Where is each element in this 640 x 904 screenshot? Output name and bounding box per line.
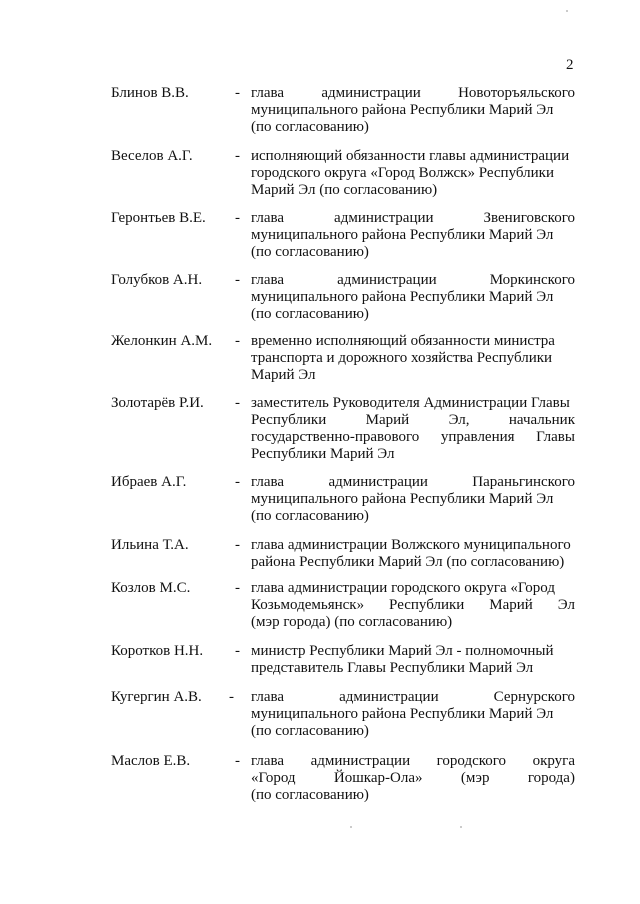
- position-line: [251, 85, 575, 102]
- member-name: Желонкин А.М.: [111, 333, 213, 349]
- position-line: глава администрации городского округа «Город: [251, 580, 555, 596]
- position-line: [251, 412, 575, 429]
- position-line: муниципального района Республики Марий Эл: [251, 706, 554, 722]
- page-number: 2: [566, 57, 574, 73]
- position-word: администрации: [334, 210, 434, 226]
- position-word: (мэр: [460, 770, 490, 786]
- position-line: (по согласованию): [251, 508, 369, 524]
- position-word: Новоторъяльского: [458, 85, 575, 101]
- position-line: [251, 770, 575, 787]
- member-position: [251, 272, 575, 323]
- member-position: [251, 85, 575, 136]
- position-word: администрации: [337, 272, 437, 288]
- position-word: управления: [440, 429, 515, 445]
- separator-dash: -: [229, 689, 234, 705]
- position-word: глава: [251, 753, 285, 769]
- separator-dash: -: [235, 395, 240, 411]
- position-line: района Республики Марий Эл (по согласованию): [251, 554, 565, 570]
- position-word: Сернурского: [493, 689, 575, 705]
- member-position: [251, 474, 575, 525]
- position-word: глава: [251, 689, 285, 705]
- position-word: Параньгинского: [472, 474, 575, 490]
- position-word: Йошкар-Ола»: [333, 770, 423, 786]
- member-name: Ибраев А.Г.: [111, 474, 187, 490]
- position-line: глава администрации Волжского муниципального: [251, 537, 571, 553]
- position-word: глава: [251, 210, 285, 226]
- position-word: Республики: [251, 412, 327, 428]
- position-line: [251, 210, 575, 227]
- scan-mark: [350, 826, 352, 828]
- position-line: (по согласованию): [251, 723, 369, 739]
- position-word: глава: [251, 474, 285, 490]
- member-name: Козлов М.С.: [111, 580, 191, 596]
- member-position: [251, 537, 575, 571]
- position-word: администрации: [321, 85, 421, 101]
- member-position: [251, 395, 575, 463]
- member-name: Ильина Т.А.: [111, 537, 189, 553]
- separator-dash: -: [235, 753, 240, 769]
- position-word: Главы: [536, 429, 575, 445]
- separator-dash: -: [235, 85, 240, 101]
- position-line: [251, 272, 575, 289]
- separator-dash: -: [235, 474, 240, 490]
- position-word: администрации: [339, 689, 439, 705]
- member-position: [251, 643, 575, 677]
- member-name: Блинов В.В.: [111, 85, 189, 101]
- separator-dash: -: [235, 537, 240, 553]
- position-line: (мэр города) (по согласованию): [251, 614, 453, 630]
- position-line: временно исполняющий обязанности министра: [251, 333, 555, 349]
- position-word: глава: [251, 85, 285, 101]
- position-word: Моркинского: [489, 272, 575, 288]
- position-line: [251, 597, 575, 614]
- position-word: администрации: [328, 474, 428, 490]
- position-word: Звениговского: [483, 210, 575, 226]
- member-name: Голубков А.Н.: [111, 272, 203, 288]
- position-line: (по согласованию): [251, 119, 369, 135]
- separator-dash: -: [235, 333, 240, 349]
- position-line: исполняющий обязанности главы администрации: [251, 148, 570, 164]
- member-name: Золотарёв Р.И.: [111, 395, 204, 411]
- position-line: министр Республики Марий Эл - полномочный: [251, 643, 554, 659]
- position-line: Марий Эл: [251, 367, 316, 383]
- member-position: [251, 580, 575, 631]
- member-position: [251, 148, 575, 199]
- position-line: (по согласованию): [251, 244, 369, 260]
- position-word: Марий: [489, 597, 533, 613]
- position-word: администрации: [310, 753, 411, 769]
- separator-dash: -: [235, 643, 240, 659]
- position-line: [251, 429, 575, 446]
- position-line: транспорта и дорожного хозяйства Республики: [251, 350, 553, 366]
- position-line: представитель Главы Республики Марий Эл: [251, 660, 534, 676]
- position-line: муниципального района Республики Марий Эл: [251, 227, 554, 243]
- position-word: городского: [436, 753, 507, 769]
- position-word: Марий: [365, 412, 410, 428]
- position-line: (по согласованию): [251, 787, 369, 803]
- scan-mark: [566, 10, 568, 12]
- position-line: [251, 689, 575, 706]
- position-word: начальник: [508, 412, 575, 428]
- position-word: Козьмодемьянск»: [251, 597, 365, 613]
- position-line: [251, 753, 575, 770]
- member-name: Коротков Н.Н.: [111, 643, 204, 659]
- member-name: Веселов А.Г.: [111, 148, 193, 164]
- position-word: государственно-правового: [251, 429, 420, 445]
- member-position: [251, 753, 575, 804]
- position-line: муниципального района Республики Марий Эл: [251, 289, 554, 305]
- position-line: городского округа «Город Волжск» Республики: [251, 165, 554, 181]
- separator-dash: -: [235, 148, 240, 164]
- member-name: Геронтьев В.Е.: [111, 210, 206, 226]
- separator-dash: -: [235, 580, 240, 596]
- position-line: Марий Эл (по согласованию): [251, 182, 438, 198]
- member-position: [251, 333, 575, 384]
- member-position: [251, 210, 575, 261]
- scan-mark: [460, 826, 462, 828]
- position-line: муниципального района Республики Марий Эл: [251, 102, 554, 118]
- separator-dash: -: [235, 210, 240, 226]
- separator-dash: -: [235, 272, 240, 288]
- position-line: Республики Марий Эл: [251, 446, 395, 462]
- position-line: заместитель Руководителя Администрации Главы: [251, 395, 570, 411]
- member-name: Маслов Е.В.: [111, 753, 191, 769]
- position-word: «Город: [251, 770, 296, 786]
- position-word: округа: [532, 753, 575, 769]
- position-word: Эл,: [448, 412, 470, 428]
- position-line: [251, 474, 575, 491]
- position-line: (по согласованию): [251, 306, 369, 322]
- position-word: Республики: [389, 597, 465, 613]
- position-word: глава: [251, 272, 285, 288]
- member-position: [251, 689, 575, 740]
- member-name: Кугергин А.В.: [111, 689, 202, 705]
- position-line: муниципального района Республики Марий Эл: [251, 491, 554, 507]
- position-word: города): [527, 770, 575, 786]
- position-word: Эл: [557, 597, 575, 613]
